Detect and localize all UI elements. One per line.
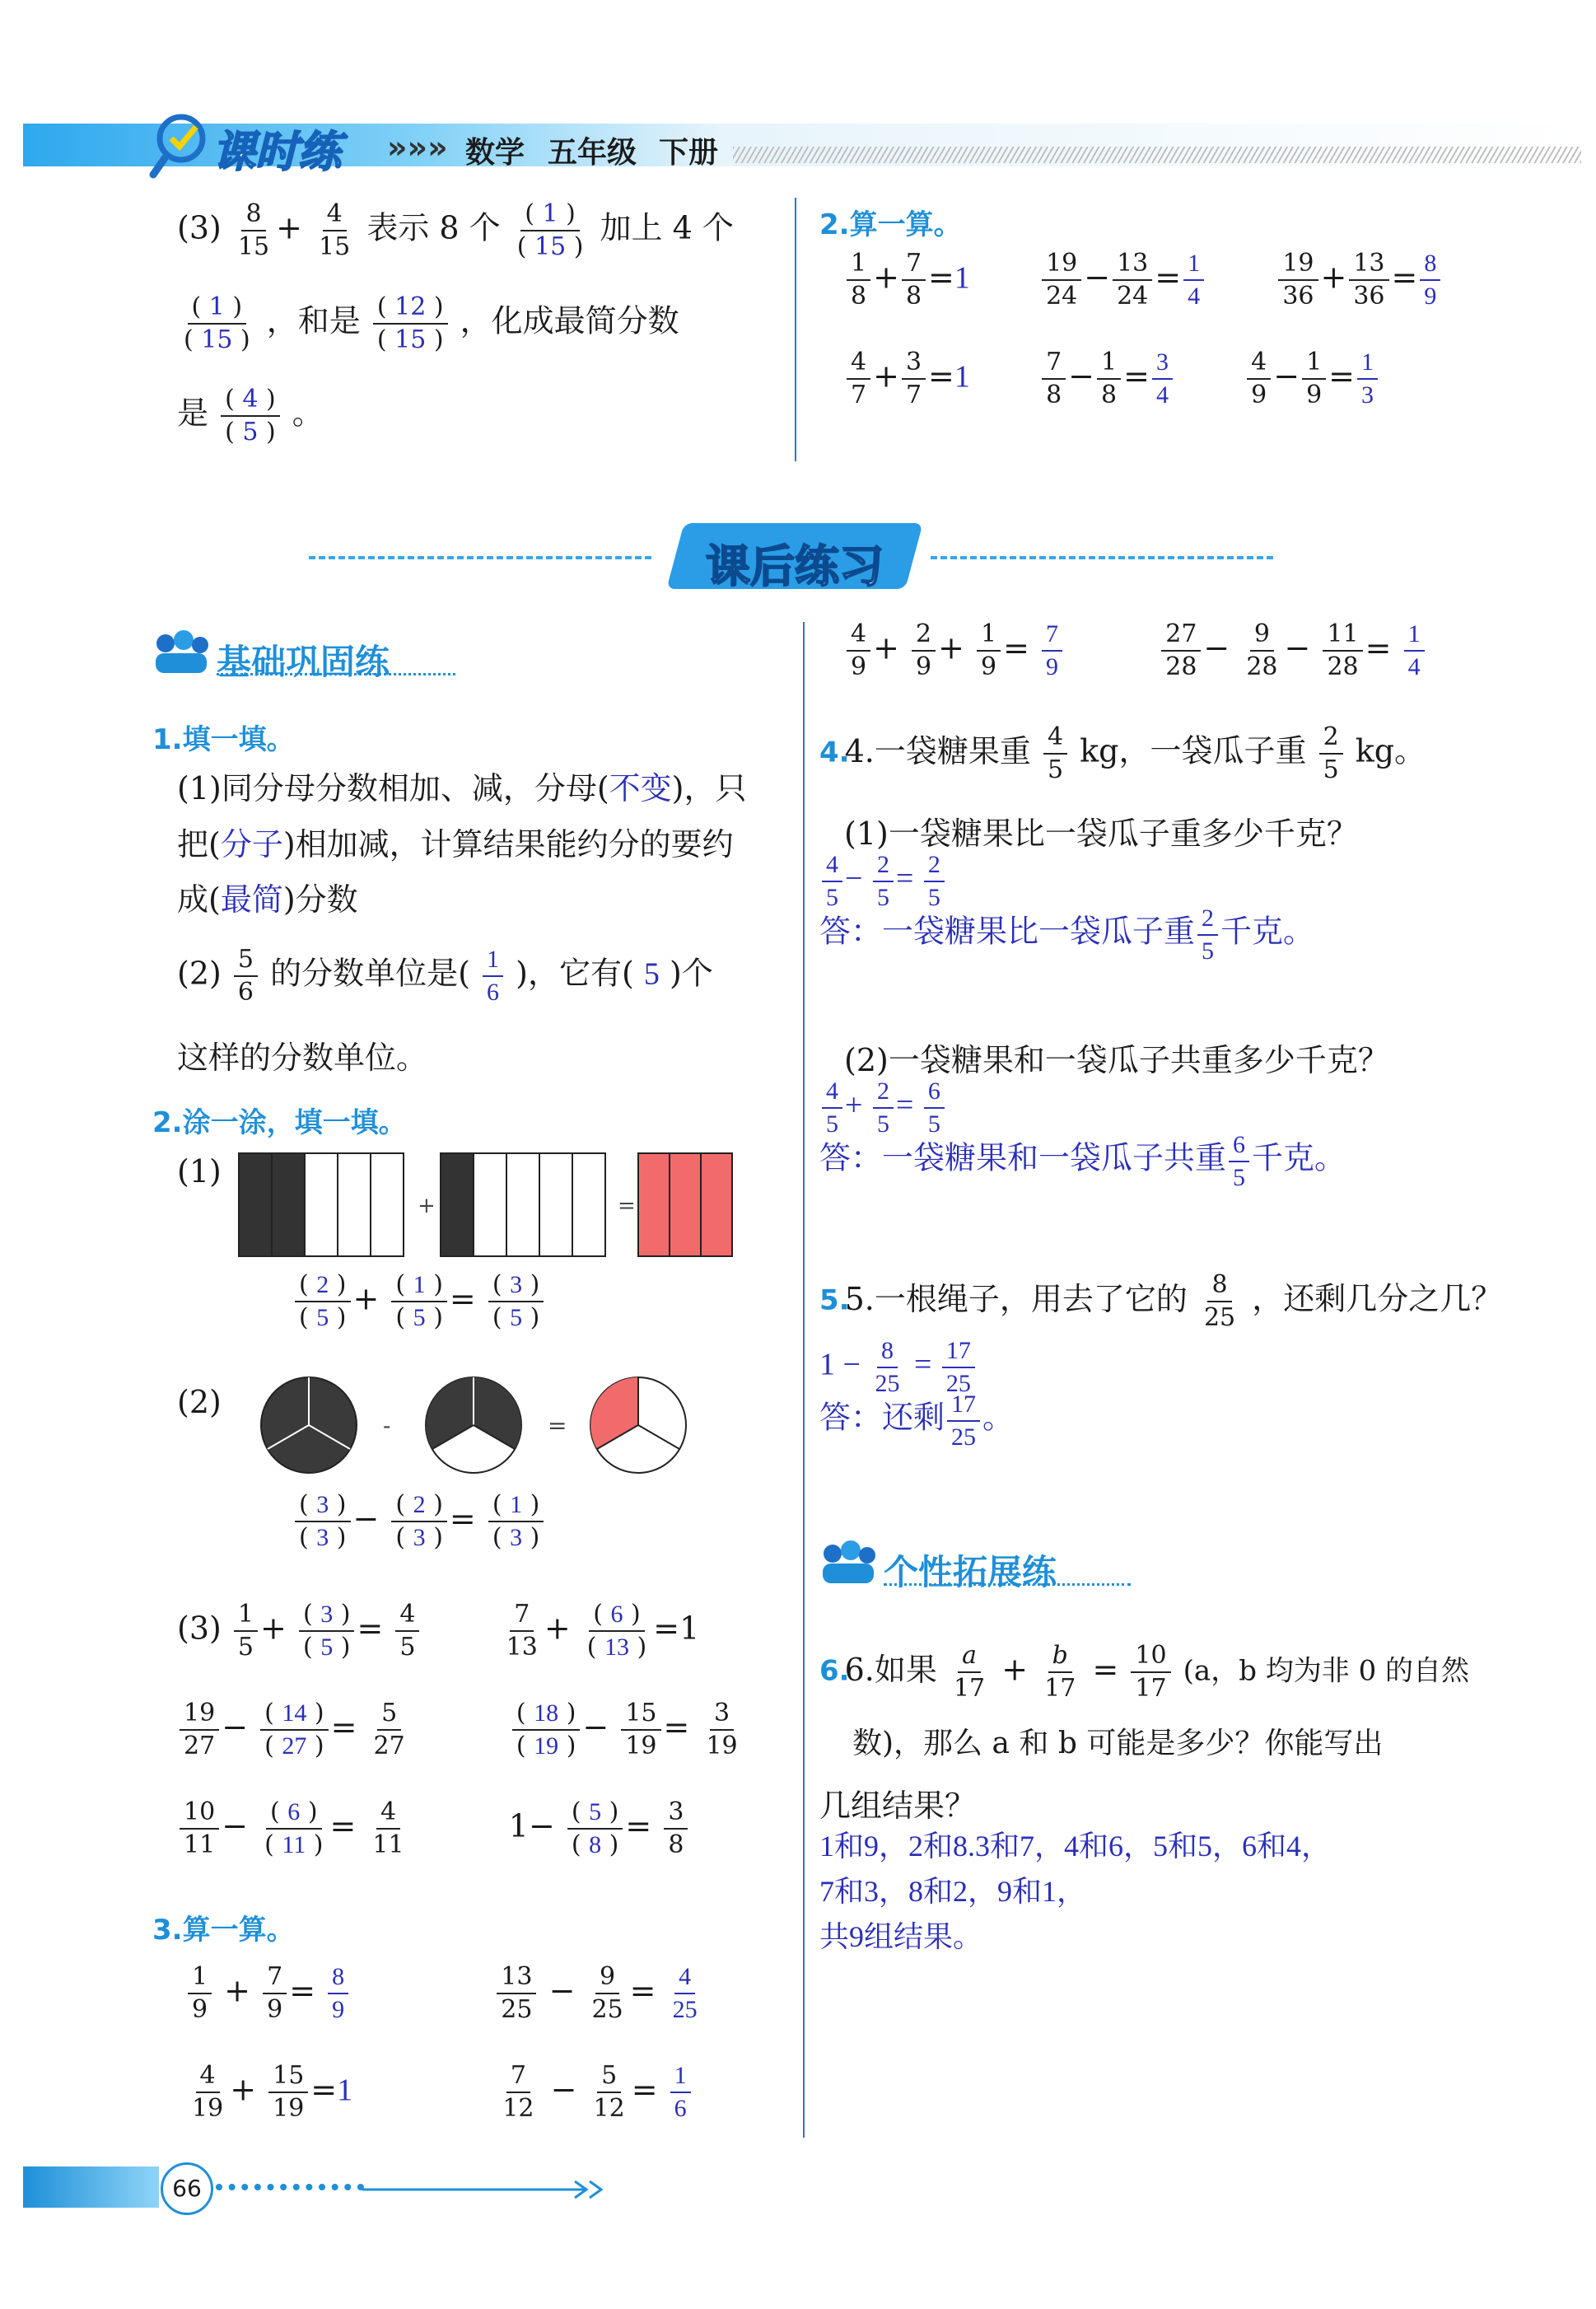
equals-sign: =	[618, 1194, 636, 1218]
plus-sign: +	[418, 1194, 436, 1218]
column-divider-main	[803, 622, 805, 2138]
q1-title: 1.填一填。	[152, 723, 295, 756]
q3-title: 3.算一算。	[152, 1914, 295, 1947]
q4-sub2-eq: $\frac{4}{5}$ + $\frac{2}{5}$ = $\frac{6}{5}$	[819, 1079, 947, 1137]
top-q3: (3) $\frac{8}{15}$ + $\frac{4}{15}$ 表示 8 个 $\frac{( 1 )}{( 15 )}$ 加上 4 个	[177, 199, 734, 261]
magnifier-icon	[148, 105, 222, 180]
header-subject: 数学	[465, 136, 525, 170]
circle-model-1-3	[590, 1377, 686, 1473]
bar-model-1-5	[441, 1153, 605, 1256]
footer-arrow-icon	[362, 2177, 609, 2202]
q4-sub1-eq: $\frac{4}{5}$ − $\frac{2}{5}$ = $\frac{2}{5}$	[819, 853, 947, 910]
page-number: 66	[172, 2175, 202, 2202]
q1-p1-line3: 成(最简)分数	[177, 881, 358, 918]
q2-p2-label: (2)	[177, 1384, 222, 1420]
q6-title: 6.6.如果 $\frac{a}{17}$ + $\frac{b}{17}$ = $\frac{10}{17}$ (a，b 均为非 0 的自然	[819, 1641, 1470, 1703]
q1-p1-line2: 把(分子)相加减，计算结果能约分的要约	[177, 826, 734, 862]
q6-answer-line2: 7和3，8和2，9和1，	[819, 1875, 1087, 1908]
q2-p1-answer: $\frac{( 2 )}{( 5 )}$ + $\frac{( 1 )}{( 5 )}$ = $\frac{( 3 )}{( 5 )}$	[292, 1273, 546, 1330]
brand-logo	[148, 105, 395, 180]
banner-line-right	[931, 556, 1276, 559]
minus-sign: -	[383, 1412, 391, 1439]
circle-model-2-3	[426, 1377, 521, 1473]
header-grade: 五年级	[548, 136, 637, 170]
q6-answer-line3: 共9组结果。	[819, 1920, 983, 1953]
q4-title: 4.4.一袋糖果重 $\frac{4}{5}$ kg，一袋瓜子重 $\frac{2}{5}$ kg。	[819, 722, 1426, 784]
ext-section-header	[819, 1540, 1149, 1590]
top-q2-title: 2.算一算。	[819, 208, 962, 241]
footer-dots	[216, 2184, 364, 2190]
bar-model-2-5	[239, 1153, 404, 1256]
page-number-badge	[161, 2162, 213, 2215]
people-icon	[152, 630, 210, 676]
top-q2-row2: $\frac{4}{7}$ + $\frac{3}{7}$ =1 $\frac{7}{8}$ − $\frac{1}{8}$ = $\frac{3}{4}$ $\frac{4}{9}$ − $\frac{1}{9}$ = $\frac{1}{3}$	[844, 350, 1380, 408]
brand-title: 课时练	[212, 128, 342, 177]
header-hatch	[733, 147, 1581, 163]
q2-p3-row1: (3) $\frac{1}{5}$ + $\frac{( 3 )}{( 5 )}$ = $\frac{4}{5}$ $\frac{7}{13}$ + $\frac{( 6 )}{( 13 )}$ =1	[177, 1600, 700, 1662]
q4-sub1: (1)一袋糖果比一袋瓜子重多少千克？	[844, 816, 1358, 852]
q3-row2: $\frac{4}{19}$ + $\frac{15}{19}$ =1 $\frac{7}{12}$ − $\frac{5}{12}$ = $\frac{1}{6}$	[185, 2064, 693, 2121]
q5-answer: 答：还剩 $\frac{17}{25}$ 。	[819, 1391, 1015, 1451]
q2-p2-answer: $\frac{( 3 )}{( 3 )}$ − $\frac{( 2 )}{( 3 )}$ = $\frac{( 1 )}{( 3 )}$	[292, 1493, 546, 1550]
footer-bar	[23, 2166, 159, 2208]
q1-p1-line1: (1)同分母分数相加、减，分母(不变)，只	[177, 770, 747, 806]
q3-row1: $\frac{1}{9}$ + $\frac{7}{9}$ = $\frac{8}{9}$ $\frac{13}{25}$ − $\frac{9}{25}$ = $\frac{4}{25}$	[185, 1965, 704, 2022]
header-volume: 下册	[659, 136, 719, 170]
q2-p3-row3: $\frac{10}{11}$ − $\frac{( 6 )}{( 11 )}$ = $\frac{4}{11}$ 1− $\frac{( 5 )}{( 8 )}$ = $\frac{3}{8}$	[177, 1800, 690, 1858]
q5-eq: 1 − $\frac{8}{25}$ = $\frac{17}{25}$	[819, 1339, 978, 1396]
banner-title: 课后练习	[706, 540, 884, 592]
top-q2-row1: $\frac{1}{8}$ + $\frac{7}{8}$ =1 $\frac{19}{24}$ − $\frac{13}{24}$ = $\frac{1}{4}$ $\frac{19}{36}$ + $\frac{13}{36}$ = $\frac{8}{9}$	[844, 251, 1443, 309]
q2-p2-figure	[255, 1372, 716, 1487]
banner-line-left	[309, 556, 655, 559]
people-icon-2	[819, 1540, 877, 1587]
q3-cont: $\frac{4}{9}$ + $\frac{2}{9}$ + $\frac{1}{9}$ = $\frac{7}{9}$ $\frac{27}{28}$ − $\frac{9}{28}$ − $\frac{11}{28}$ = $\frac{1}{4}$	[844, 622, 1427, 680]
q4-sub2: (2)一袋糖果和一袋瓜子共重多少千克？	[844, 1042, 1389, 1078]
q1-p2-line1: (2) $\frac{5}{6}$ 的分数单位是( $\frac{1}{6}$ )，它有( 5 )个	[177, 945, 713, 1007]
bar-model-3-5	[638, 1153, 732, 1256]
top-q3-line3: 是 $\frac{( 4 )}{( 5 )}$ 。	[177, 385, 324, 446]
q1-p2-line2: 这样的分数单位。	[177, 1040, 428, 1076]
q6-answer-line1: 1和9，2和8.3和7，4和6，5和5，6和4，	[819, 1830, 1331, 1863]
banner	[659, 515, 931, 597]
basic-section-header	[152, 630, 465, 680]
q4-sub1-answer: 答：一袋糖果比一袋瓜子重 $\frac{2}{5}$ 千克。	[819, 904, 1315, 965]
header-arrows: »»»	[387, 129, 448, 166]
q2-p3-row2: $\frac{19}{27}$ − $\frac{( 14 )}{( 27 )}$ = $\frac{5}{27}$ $\frac{( 18 )}{( 19 )}$ − $\frac{15}{19}$ = $\frac{3}{19}$	[177, 1701, 744, 1759]
basic-section-title: 基础巩固练	[217, 642, 390, 682]
q5-title: 5.5.一根绳子，用去了它的 $\frac{8}{25}$ ，还剩几分之几？	[819, 1270, 1503, 1332]
top-q3-line2: $\frac{( 1 )}{( 15 )}$ ，和是 $\frac{( 12 )}{( 15 )}$ ，化成最简分数	[184, 292, 679, 354]
ext-section-title: 个性拓展练	[884, 1552, 1057, 1592]
q2-title: 2.涂一涂，填一填。	[152, 1106, 407, 1139]
q6-line3: 几组结果？	[819, 1788, 977, 1824]
circle-model-3-3	[261, 1377, 357, 1473]
q2-p1-figure	[235, 1145, 737, 1260]
q6-line2: 数)，那么 a 和 b 可能是多少？你能写出	[852, 1727, 1384, 1760]
q2-p1-label: (1)	[177, 1153, 222, 1190]
equals-sign-2: =	[548, 1412, 567, 1439]
column-divider-top	[795, 198, 796, 461]
q4-sub2-answer: 答：一袋糖果和一袋瓜子共重 $\frac{6}{5}$ 千克。	[819, 1131, 1346, 1191]
